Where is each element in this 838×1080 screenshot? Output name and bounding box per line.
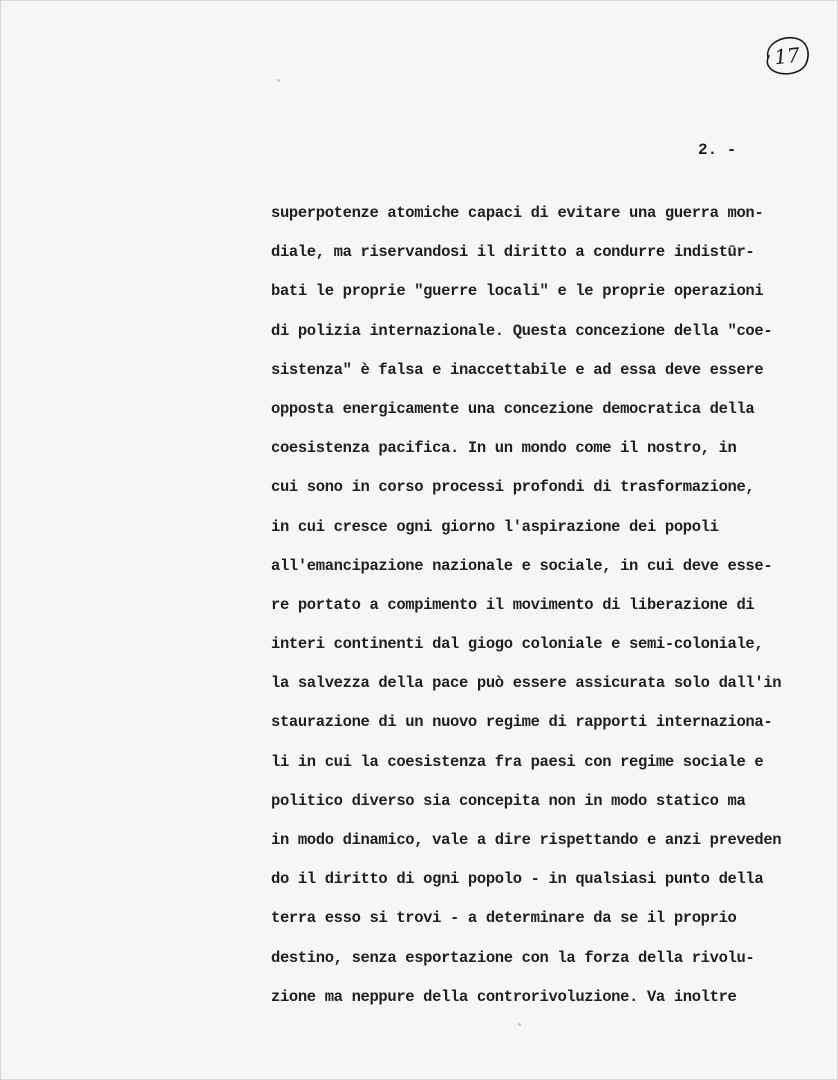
text-line: terra esso si trovi - a determinare da se il proprio [271, 909, 737, 928]
page-number: 2. - [698, 141, 737, 159]
text-line: in modo dinamico, vale a dire rispettando e anzi preveden [271, 831, 782, 849]
text-line: superpotenze atomiche capaci di evitare una guerra mon- [271, 204, 764, 222]
text-line: coesistenza pacifica. In un mondo come il nostro, in [271, 439, 737, 458]
folio-number: 17 [773, 42, 801, 70]
text-line: li in cui la coesistenza fra paesi con regime sociale e [271, 752, 764, 771]
scan-speck [277, 79, 280, 82]
text-line: destino, senza esportazione con la forza della rivolu- [271, 948, 755, 967]
text-line: la salvezza della pace può essere assicurata solo dall'in [271, 674, 782, 693]
text-line: interi continenti dal giogo coloniale e semi-coloniale, [271, 635, 764, 654]
text-line: in cui cresce ogni giorno l'aspirazione dei popoli [271, 517, 719, 536]
typewritten-body [271, 194, 827, 1017]
text-line: do il diritto di ogni popolo - in qualsiasi punto della [271, 870, 764, 889]
text-line: re portato a compimento il movimento di liberazione di [271, 595, 755, 614]
text-line: staurazione di un nuovo regime di rapporti internaziona- [271, 713, 773, 732]
text-line: di polizia internazionale. Questa concezione della "coe- [271, 321, 773, 340]
text-line: politico diverso sia concepita non in modo statico ma [271, 791, 746, 810]
text-line: zione ma neppure della controrivoluzione. Va inoltre [271, 987, 737, 1006]
text-line: cui sono in corso processi profondi di trasformazione, [271, 478, 755, 497]
scan-speck [518, 1023, 521, 1026]
text-line: bati le proprie "guerre locali" e le proprie operazioni [271, 282, 764, 301]
text-line: diale, ma riservandosi il diritto a condurre indistūr- [271, 243, 755, 262]
text-line: sistenza" è falsa e inaccettabile e ad essa deve essere [271, 360, 764, 379]
text-line: opposta energicamente una concezione democratica della [271, 399, 755, 418]
text-line: all'emancipazione nazionale e sociale, in cui deve esse- [271, 556, 773, 575]
